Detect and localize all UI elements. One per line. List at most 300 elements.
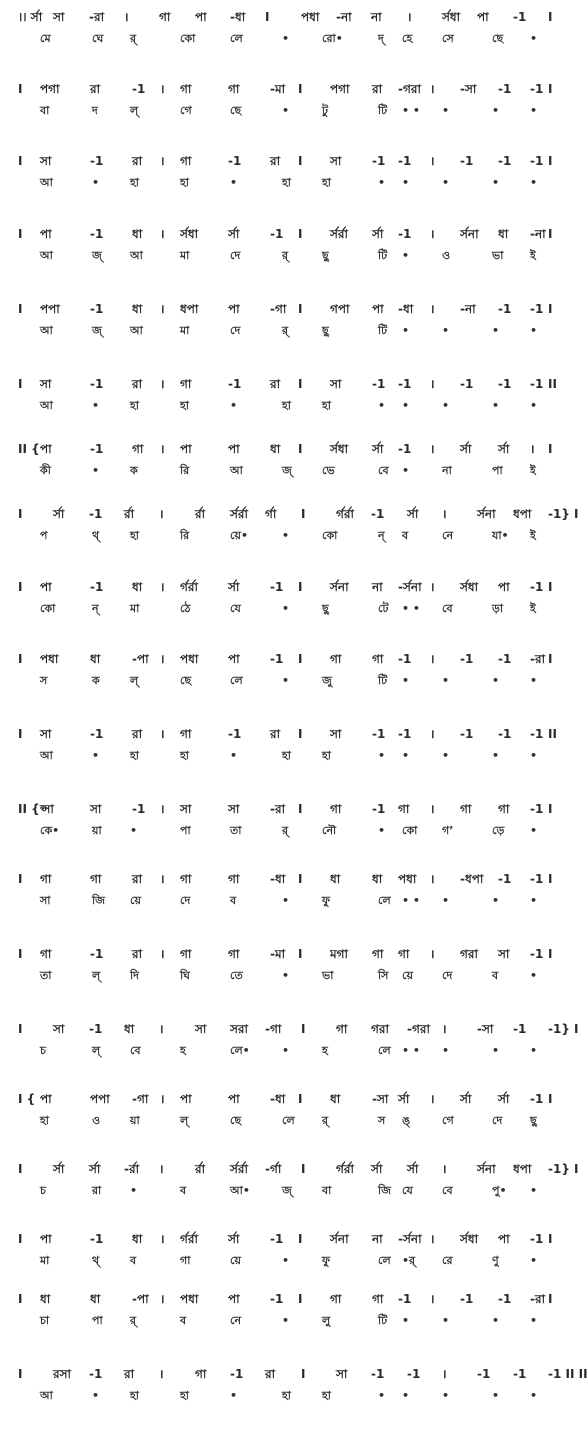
lyric-syllable: • • xyxy=(402,602,420,615)
swara-cell: । xyxy=(430,82,435,96)
swara-cell: -গা xyxy=(265,1022,282,1036)
lyric-syllable: ঘে xyxy=(92,32,104,45)
swara-cell: ধা xyxy=(132,580,143,594)
swara-cell: I xyxy=(18,227,23,241)
lyric-syllable: হা xyxy=(322,1389,331,1402)
swara-cell: র্সধা xyxy=(460,1232,479,1246)
lyric-syllable: দে xyxy=(180,894,191,907)
lyric-syllable: ব xyxy=(180,1314,187,1327)
lyric-line xyxy=(0,892,580,910)
lyric-syllable: আ xyxy=(40,1389,53,1402)
swara-cell: । xyxy=(160,1292,165,1306)
lyric-syllable: • xyxy=(282,894,290,907)
lyric-syllable: লে• xyxy=(230,1044,250,1057)
lyric-syllable: না xyxy=(442,464,452,477)
lyric-syllable: টি xyxy=(378,1314,388,1327)
lyric-syllable: ব xyxy=(230,894,237,907)
lyric-line xyxy=(0,102,580,120)
swara-cell: রা xyxy=(270,154,281,168)
lyric-syllable: • xyxy=(530,32,538,45)
swara-cell: -1 xyxy=(89,507,103,521)
swara-cell: র্সা xyxy=(460,442,472,456)
lyric-syllable: যা• xyxy=(492,529,509,542)
swara-cell: -1 xyxy=(372,727,386,741)
lyric-syllable: • • xyxy=(402,1044,420,1057)
swara-cell: -1 xyxy=(460,1292,474,1306)
swara-cell: । xyxy=(442,1022,447,1036)
swara-cell: -1 xyxy=(270,652,284,666)
swara-cell: I xyxy=(298,154,303,168)
lyric-syllable: হা xyxy=(322,399,331,412)
lyric-syllable: • xyxy=(230,176,238,189)
swara-cell: I xyxy=(548,802,553,816)
swara-cell: I xyxy=(298,802,303,816)
swara-cell: -1} I xyxy=(548,1022,579,1036)
lyric-syllable: কো xyxy=(402,824,418,837)
lyric-syllable: ক xyxy=(130,464,138,477)
lyric-syllable: পু• xyxy=(492,1184,507,1197)
swara-cell: I xyxy=(301,1022,306,1036)
swara-cell: গা xyxy=(330,1292,342,1306)
lyric-syllable: • xyxy=(442,399,450,412)
swara-cell: গা xyxy=(372,947,384,961)
swara-cell: -1 xyxy=(89,1367,103,1381)
lyric-syllable: • xyxy=(282,1044,290,1057)
lyric-syllable: চা xyxy=(40,1314,50,1327)
swara-cell: পা xyxy=(228,1292,240,1306)
lyric-syllable: আ xyxy=(40,324,53,337)
lyric-syllable: য়ে xyxy=(230,1254,241,1267)
swara-cell: I xyxy=(548,652,553,666)
lyric-syllable: লে xyxy=(378,1044,391,1057)
swara-cell: পা xyxy=(372,302,384,316)
swara-cell: র্গর্রা xyxy=(336,1162,354,1176)
lyric-syllable: বে xyxy=(130,1044,141,1057)
lyric-syllable: হা xyxy=(282,176,291,189)
swara-cell: র্সধা xyxy=(460,580,479,594)
swara-cell: -রা xyxy=(89,10,105,24)
swara-cell: -রা xyxy=(530,652,546,666)
lyric-syllable: • xyxy=(530,176,538,189)
swara-cell: । xyxy=(442,1162,447,1176)
lyric-line xyxy=(0,462,580,480)
swara-cell: -গা xyxy=(132,1092,149,1106)
swara-cell: পা xyxy=(40,580,52,594)
swara-cell: । xyxy=(159,1367,164,1381)
lyric-syllable: • xyxy=(402,674,410,687)
swara-cell: রা xyxy=(265,1367,276,1381)
swara-cell: গা xyxy=(228,947,240,961)
lyric-syllable: • xyxy=(530,1254,538,1267)
lyric-syllable: লে xyxy=(378,1254,391,1267)
swara-cell: গা xyxy=(195,1367,207,1381)
swara-cell: -ধা xyxy=(270,872,286,886)
swara-cell: ।। র্সা xyxy=(18,10,43,24)
swara-cell: I xyxy=(548,442,553,456)
lyric-syllable: ভা xyxy=(492,249,504,262)
swara-cell: I xyxy=(548,154,553,168)
swara-cell: সা xyxy=(336,1367,348,1381)
lyric-syllable: হা xyxy=(130,399,139,412)
swara-cell: । xyxy=(430,302,435,316)
swara-cell: I xyxy=(18,1232,23,1246)
lyric-syllable: বা xyxy=(40,104,50,117)
lyric-syllable: য়া xyxy=(92,824,102,837)
swara-cell: পা xyxy=(498,580,510,594)
lyric-syllable: • xyxy=(530,749,538,762)
swara-cell: I xyxy=(548,10,553,24)
swara-cell: II { xyxy=(18,442,40,456)
lyric-syllable: • xyxy=(130,1184,138,1197)
lyric-syllable: ল্ xyxy=(180,1114,189,1127)
swara-cell: I xyxy=(298,947,303,961)
swara-cell: I xyxy=(301,507,306,521)
swara-cell: -1 xyxy=(530,1232,544,1246)
swara-cell: র্গর্রা xyxy=(336,507,354,521)
swara-cell: র্সর্রা xyxy=(330,227,349,241)
lyric-line xyxy=(0,672,580,690)
swara-cell: গা xyxy=(460,802,472,816)
swara-cell: গা xyxy=(40,872,52,886)
lyric-syllable: • xyxy=(282,969,290,982)
swara-cell: -সা xyxy=(477,1022,494,1036)
swara-cell: গা xyxy=(180,727,192,741)
lyric-syllable: র্ xyxy=(130,1314,137,1327)
swara-line xyxy=(0,1160,580,1178)
swara-cell: র্গর্রা xyxy=(180,1232,198,1246)
lyric-syllable: • xyxy=(282,529,290,542)
lyric-syllable: জি xyxy=(92,894,105,907)
lyric-syllable: • xyxy=(530,1044,538,1057)
swara-cell: । xyxy=(160,1092,165,1106)
swara-cell: গা xyxy=(180,154,192,168)
lyric-syllable: দে xyxy=(442,969,453,982)
lyric-syllable: • xyxy=(492,104,500,117)
lyric-syllable: ড়া xyxy=(492,602,504,615)
swara-cell: -1 xyxy=(90,154,104,168)
swara-cell: পা xyxy=(498,1232,510,1246)
notation-block xyxy=(0,1160,580,1230)
lyric-syllable: নে xyxy=(442,529,454,542)
swara-cell: গরা xyxy=(371,1022,389,1036)
lyric-syllable: হা xyxy=(40,1114,49,1127)
swara-cell: I xyxy=(265,10,270,24)
lyric-syllable: • xyxy=(442,176,450,189)
swara-cell: । xyxy=(160,802,165,816)
lyric-syllable: • xyxy=(492,1389,500,1402)
swara-cell: সা xyxy=(180,802,192,816)
swara-cell: -ধা xyxy=(270,1092,286,1106)
lyric-syllable: লে xyxy=(378,894,391,907)
lyric-syllable: কো xyxy=(40,602,56,615)
swara-cell: র্রা xyxy=(195,507,206,521)
notation-block xyxy=(0,152,580,222)
lyric-syllable: নৌ xyxy=(322,824,337,837)
lyric-syllable: জ্ xyxy=(92,324,102,337)
lyric-syllable: স xyxy=(378,1114,386,1127)
lyric-line xyxy=(0,322,580,340)
swara-cell: । xyxy=(160,947,165,961)
lyric-syllable: ভে xyxy=(322,464,335,477)
swara-cell: -1 xyxy=(372,377,386,391)
swara-line xyxy=(0,725,580,743)
lyric-syllable: • xyxy=(492,1044,500,1057)
swara-cell: র্রা xyxy=(195,1162,206,1176)
swara-cell: । xyxy=(160,442,165,456)
lyric-syllable: ব xyxy=(402,529,409,542)
swara-line xyxy=(0,1230,580,1248)
swara-cell: I xyxy=(18,727,23,741)
swara-cell: I xyxy=(298,872,303,886)
lyric-syllable: • xyxy=(92,464,100,477)
swara-cell: গপা xyxy=(330,302,350,316)
lyric-syllable: তা xyxy=(40,969,52,982)
swara-cell: রা xyxy=(132,154,143,168)
swara-cell: সা xyxy=(90,802,102,816)
lyric-syllable: হ xyxy=(322,1044,328,1057)
lyric-syllable: ছে xyxy=(180,674,192,687)
lyric-syllable: • xyxy=(92,399,100,412)
lyric-syllable: • xyxy=(530,969,538,982)
lyric-syllable: বা xyxy=(322,1184,332,1197)
swara-cell: -গরা xyxy=(407,1022,430,1036)
swara-line xyxy=(0,152,580,170)
swara-cell: I xyxy=(18,82,23,96)
lyric-syllable: • xyxy=(92,749,100,762)
swara-cell: র্সা xyxy=(228,227,240,241)
swara-cell: -পা xyxy=(132,652,149,666)
swara-cell: ধা xyxy=(270,442,281,456)
lyric-syllable: দি xyxy=(130,969,139,982)
notation-block xyxy=(0,300,580,370)
swara-cell: -1 xyxy=(270,1232,284,1246)
swara-cell: পপা xyxy=(40,302,60,316)
lyric-line xyxy=(0,967,580,985)
lyric-syllable: গ’ xyxy=(442,824,454,837)
swara-cell: ধা xyxy=(90,1292,101,1306)
lyric-syllable: ল্ xyxy=(92,1044,101,1057)
lyric-syllable: হা xyxy=(130,176,139,189)
lyric-syllable: • xyxy=(378,1389,386,1402)
lyric-syllable: হা xyxy=(180,176,189,189)
swara-cell: রা xyxy=(90,82,101,96)
swara-cell: -1 xyxy=(398,154,412,168)
swara-cell: I xyxy=(18,302,23,316)
lyric-syllable: যে xyxy=(230,602,241,615)
notation-block xyxy=(0,725,580,795)
swara-cell: I xyxy=(18,154,23,168)
swara-cell: র্সনা xyxy=(460,227,479,241)
swara-cell: I xyxy=(548,82,553,96)
lyric-syllable: • xyxy=(402,464,410,477)
lyric-syllable: ফু xyxy=(322,894,331,907)
swara-cell: -1 xyxy=(498,302,512,316)
swara-cell: । xyxy=(442,507,447,521)
swara-cell: I xyxy=(548,947,553,961)
swara-cell: -1 xyxy=(530,154,544,168)
swara-cell: । xyxy=(430,727,435,741)
swara-cell: গা xyxy=(132,442,144,456)
lyric-syllable: • xyxy=(378,824,386,837)
swara-cell: I xyxy=(298,1232,303,1246)
swara-cell: গা xyxy=(398,802,410,816)
swara-cell: র্সা xyxy=(372,227,384,241)
lyric-syllable: রো• xyxy=(322,32,343,45)
swara-cell: পধা xyxy=(180,1292,199,1306)
swara-line xyxy=(0,300,580,318)
swara-cell: । xyxy=(160,302,165,316)
swara-cell: পগা xyxy=(40,82,60,96)
swara-cell: র্সনা xyxy=(330,580,349,594)
lyric-syllable: • xyxy=(530,674,538,687)
swara-cell: রা xyxy=(372,82,383,96)
lyric-syllable: • xyxy=(282,602,290,615)
swara-cell: । xyxy=(430,802,435,816)
notation-block xyxy=(0,1020,580,1090)
lyric-syllable: য়ে• xyxy=(230,529,248,542)
swara-cell: । xyxy=(430,872,435,886)
swara-cell: সা xyxy=(53,10,65,24)
swara-cell: সা xyxy=(498,947,510,961)
swara-cell: র্সা xyxy=(498,442,510,456)
lyric-syllable: আ xyxy=(40,749,53,762)
swara-cell: -1 xyxy=(498,82,512,96)
swara-cell: সা xyxy=(53,1022,65,1036)
swara-cell: I xyxy=(548,1232,553,1246)
swara-line xyxy=(0,505,580,523)
lyric-syllable: টি xyxy=(378,674,388,687)
swara-cell: I xyxy=(301,1367,306,1381)
swara-cell: -1 xyxy=(498,652,512,666)
swara-cell: -1 xyxy=(407,1367,421,1381)
lyric-line xyxy=(0,1252,580,1270)
swara-cell: -1 xyxy=(530,947,544,961)
swara-cell: -1 xyxy=(90,377,104,391)
swara-cell: I xyxy=(548,872,553,886)
swara-cell: I xyxy=(18,1367,23,1381)
swara-cell: -1 xyxy=(460,727,474,741)
lyric-syllable: ঙ্ xyxy=(402,1114,411,1127)
swara-cell: -1 xyxy=(513,10,527,24)
lyric-syllable: ই xyxy=(530,249,536,262)
swara-cell: -1 xyxy=(398,377,412,391)
swara-cell: ধপা xyxy=(513,1162,532,1176)
lyric-syllable: • xyxy=(530,894,538,907)
lyric-syllable: মা xyxy=(180,249,190,262)
swara-cell: গা xyxy=(180,872,192,886)
swara-cell: -1 xyxy=(90,227,104,241)
swara-cell: -1 II II xyxy=(548,1367,588,1381)
swara-cell: রা xyxy=(270,377,281,391)
notation-block xyxy=(0,800,580,870)
swara-cell: সরা xyxy=(230,1022,249,1036)
swara-cell: ধা xyxy=(372,872,383,886)
lyric-syllable: • xyxy=(378,176,386,189)
lyric-syllable: থ্ xyxy=(92,529,100,542)
lyric-syllable: • xyxy=(530,1184,538,1197)
lyric-syllable: প xyxy=(40,529,48,542)
swara-cell: । xyxy=(160,1232,165,1246)
swara-cell: পা xyxy=(40,1232,52,1246)
swara-cell: -1 xyxy=(530,727,544,741)
swara-cell: রা xyxy=(132,947,143,961)
lyric-line xyxy=(0,747,580,765)
swara-cell: I xyxy=(298,580,303,594)
lyric-syllable: • xyxy=(282,1254,290,1267)
swara-cell: র্সধা xyxy=(330,442,349,456)
swara-cell: I xyxy=(298,727,303,741)
swara-cell: গা xyxy=(180,82,192,96)
swara-cell: পধা xyxy=(398,872,417,886)
swara-cell: । xyxy=(159,507,164,521)
swara-cell: গা xyxy=(372,1292,384,1306)
lyric-syllable: ছু xyxy=(322,249,329,262)
lyric-syllable: ই xyxy=(530,602,536,615)
swara-cell: -1 xyxy=(460,154,474,168)
lyric-line xyxy=(0,1387,580,1405)
lyric-syllable: মা xyxy=(130,602,140,615)
lyric-syllable: • xyxy=(442,894,450,907)
lyric-syllable: আ xyxy=(130,324,143,337)
lyric-syllable: বে xyxy=(378,464,389,477)
swara-cell: ধা xyxy=(498,227,509,241)
lyric-syllable: • • xyxy=(402,104,420,117)
lyric-syllable: ব xyxy=(492,969,499,982)
lyric-syllable: মা xyxy=(40,1254,50,1267)
swara-cell: -1} I xyxy=(548,507,579,521)
swara-cell: ধা xyxy=(330,872,341,886)
swara-cell: । xyxy=(430,1092,435,1106)
swara-cell: । xyxy=(430,1292,435,1306)
lyric-syllable: ফু xyxy=(322,1254,331,1267)
swara-cell: রা xyxy=(124,1367,135,1381)
lyric-syllable: ক xyxy=(92,674,100,687)
lyric-syllable: টি xyxy=(378,249,388,262)
swara-cell: I xyxy=(298,1092,303,1106)
lyric-syllable: পা xyxy=(180,824,191,837)
lyric-line xyxy=(0,397,580,415)
swara-cell: র্সনা xyxy=(477,507,496,521)
notation-block xyxy=(0,578,580,648)
lyric-syllable: রা xyxy=(92,1184,102,1197)
lyric-syllable: লে xyxy=(230,674,243,687)
lyric-syllable: • xyxy=(282,32,290,45)
swara-cell: I xyxy=(298,227,303,241)
swara-cell: র্সা xyxy=(89,1162,101,1176)
swara-cell: সা xyxy=(40,154,52,168)
swara-cell: I xyxy=(548,580,553,594)
swara-line xyxy=(0,1290,580,1308)
lyric-syllable: • xyxy=(442,1389,450,1402)
swara-cell: র্সা xyxy=(228,580,240,594)
swara-cell: র্সনা xyxy=(330,1232,349,1246)
swara-cell: I xyxy=(548,302,553,316)
lyric-syllable: গে xyxy=(442,1114,454,1127)
lyric-syllable: ও xyxy=(92,1114,101,1127)
lyric-syllable: র্ xyxy=(282,249,289,262)
swara-cell: পধা xyxy=(40,652,59,666)
lyric-line xyxy=(0,1042,580,1060)
swara-cell: -রা xyxy=(270,802,286,816)
swara-line xyxy=(0,578,580,596)
lyric-syllable: রে xyxy=(442,1254,453,1267)
lyric-syllable: য়া xyxy=(130,1114,140,1127)
lyric-syllable: তা xyxy=(230,824,242,837)
lyric-syllable: ই xyxy=(530,529,536,542)
swara-line xyxy=(0,870,580,888)
lyric-syllable: সা xyxy=(40,894,51,907)
swara-cell: -গরা xyxy=(398,82,421,96)
